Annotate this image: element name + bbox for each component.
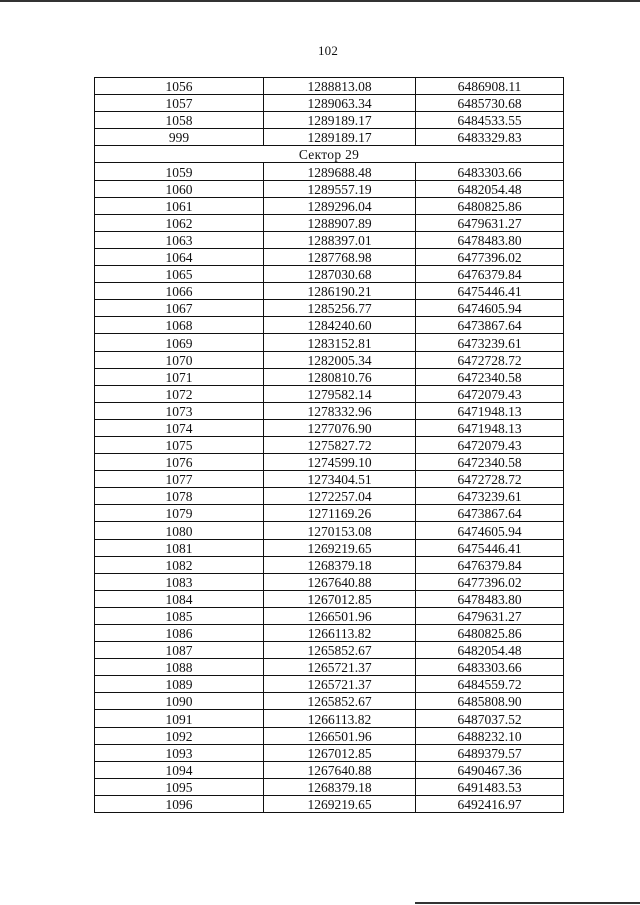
- table-row: [95, 180, 564, 197]
- y-coordinate-cell: 6477396.02: [416, 248, 564, 265]
- y-coordinate-cell: 6479631.27: [416, 214, 564, 231]
- point-number-cell: 999: [95, 129, 264, 146]
- x-coordinate-cell: 1287030.68: [264, 266, 416, 283]
- table-row: [95, 778, 564, 795]
- table-row: [95, 676, 564, 693]
- rows-before-sector: [95, 78, 564, 146]
- y-coordinate-cell: 6476379.84: [416, 556, 564, 573]
- point-number-cell: 1096: [95, 795, 264, 812]
- x-coordinate-cell: 1267012.85: [264, 744, 416, 761]
- point-number-cell: 1078: [95, 488, 264, 505]
- x-coordinate-cell: 1282005.34: [264, 351, 416, 368]
- y-coordinate-cell: 6484533.55: [416, 112, 564, 129]
- table-row: [95, 436, 564, 453]
- x-coordinate-cell: 1288397.01: [264, 231, 416, 248]
- table-row: [95, 471, 564, 488]
- x-coordinate-cell: 1274599.10: [264, 454, 416, 471]
- table-row: [95, 163, 564, 180]
- y-coordinate-cell: 6471948.13: [416, 419, 564, 436]
- point-number-cell: 1094: [95, 761, 264, 778]
- point-number-cell: 1091: [95, 710, 264, 727]
- y-coordinate-cell: 6477396.02: [416, 573, 564, 590]
- point-number-cell: 1092: [95, 727, 264, 744]
- table-row: [95, 642, 564, 659]
- table-row: [95, 419, 564, 436]
- x-coordinate-cell: 1271169.26: [264, 505, 416, 522]
- point-number-cell: 1072: [95, 385, 264, 402]
- y-coordinate-cell: 6483303.66: [416, 163, 564, 180]
- x-coordinate-cell: 1289189.17: [264, 112, 416, 129]
- y-coordinate-cell: 6473239.61: [416, 488, 564, 505]
- y-coordinate-cell: 6473239.61: [416, 334, 564, 351]
- point-number-cell: 1079: [95, 505, 264, 522]
- table-row: [95, 266, 564, 283]
- x-coordinate-cell: 1267640.88: [264, 761, 416, 778]
- x-coordinate-cell: 1265852.67: [264, 693, 416, 710]
- table-row: [95, 95, 564, 112]
- x-coordinate-cell: 1284240.60: [264, 317, 416, 334]
- point-number-cell: 1077: [95, 471, 264, 488]
- x-coordinate-cell: 1269219.65: [264, 795, 416, 812]
- point-number-cell: 1074: [95, 419, 264, 436]
- y-coordinate-cell: 6474605.94: [416, 300, 564, 317]
- point-number-cell: 1084: [95, 590, 264, 607]
- x-coordinate-cell: 1283152.81: [264, 334, 416, 351]
- x-coordinate-cell: 1289688.48: [264, 163, 416, 180]
- table-row: [95, 590, 564, 607]
- y-coordinate-cell: 6484559.72: [416, 676, 564, 693]
- table-row: [95, 761, 564, 778]
- x-coordinate-cell: 1289296.04: [264, 197, 416, 214]
- table-row: [95, 795, 564, 812]
- x-coordinate-cell: 1266113.82: [264, 625, 416, 642]
- x-coordinate-cell: 1279582.14: [264, 385, 416, 402]
- y-coordinate-cell: 6486908.11: [416, 78, 564, 95]
- point-number-cell: 1083: [95, 573, 264, 590]
- y-coordinate-cell: 6491483.53: [416, 778, 564, 795]
- y-coordinate-cell: 6483303.66: [416, 659, 564, 676]
- x-coordinate-cell: 1265721.37: [264, 659, 416, 676]
- point-number-cell: 1075: [95, 436, 264, 453]
- point-number-cell: 1086: [95, 625, 264, 642]
- x-coordinate-cell: 1272257.04: [264, 488, 416, 505]
- point-number-cell: 1081: [95, 539, 264, 556]
- table-row: [95, 78, 564, 95]
- point-number-cell: 1073: [95, 402, 264, 419]
- y-coordinate-cell: 6472728.72: [416, 351, 564, 368]
- table-row: [95, 710, 564, 727]
- y-coordinate-cell: 6474605.94: [416, 522, 564, 539]
- y-coordinate-cell: 6475446.41: [416, 283, 564, 300]
- y-coordinate-cell: 6472079.43: [416, 385, 564, 402]
- point-number-cell: 1089: [95, 676, 264, 693]
- point-number-cell: 1056: [95, 78, 264, 95]
- y-coordinate-cell: 6487037.52: [416, 710, 564, 727]
- table-row: [95, 300, 564, 317]
- table-row: [95, 488, 564, 505]
- y-coordinate-cell: 6472340.58: [416, 454, 564, 471]
- point-number-cell: 1088: [95, 659, 264, 676]
- table-row: [95, 505, 564, 522]
- table-row: [95, 744, 564, 761]
- x-coordinate-cell: 1286190.21: [264, 283, 416, 300]
- table-row: [95, 607, 564, 624]
- x-coordinate-cell: 1287768.98: [264, 248, 416, 265]
- table-row: [95, 317, 564, 334]
- point-number-cell: 1062: [95, 214, 264, 231]
- x-coordinate-cell: 1265852.67: [264, 642, 416, 659]
- x-coordinate-cell: 1278332.96: [264, 402, 416, 419]
- x-coordinate-cell: 1288907.89: [264, 214, 416, 231]
- point-number-cell: 1090: [95, 693, 264, 710]
- table-row: [95, 351, 564, 368]
- table-row: [95, 334, 564, 351]
- x-coordinate-cell: 1265721.37: [264, 676, 416, 693]
- point-number-cell: 1069: [95, 334, 264, 351]
- y-coordinate-cell: 6473867.64: [416, 505, 564, 522]
- y-coordinate-cell: 6475446.41: [416, 539, 564, 556]
- table-row: [95, 129, 564, 146]
- point-number-cell: 1087: [95, 642, 264, 659]
- point-number-cell: 1082: [95, 556, 264, 573]
- scan-edge-bottom: [415, 902, 640, 904]
- point-number-cell: 1076: [95, 454, 264, 471]
- table-row: [95, 522, 564, 539]
- sector-label: Сектор 29: [95, 146, 564, 163]
- point-number-cell: 1068: [95, 317, 264, 334]
- sector-header-row: [95, 146, 564, 163]
- point-number-cell: 1085: [95, 607, 264, 624]
- y-coordinate-cell: 6472340.58: [416, 368, 564, 385]
- table-row: [95, 539, 564, 556]
- y-coordinate-cell: 6480825.86: [416, 197, 564, 214]
- y-coordinate-cell: 6473867.64: [416, 317, 564, 334]
- x-coordinate-cell: 1270153.08: [264, 522, 416, 539]
- y-coordinate-cell: 6472079.43: [416, 436, 564, 453]
- point-number-cell: 1066: [95, 283, 264, 300]
- y-coordinate-cell: 6485808.90: [416, 693, 564, 710]
- y-coordinate-cell: 6482054.48: [416, 180, 564, 197]
- point-number-cell: 1067: [95, 300, 264, 317]
- table-row: [95, 112, 564, 129]
- y-coordinate-cell: 6482054.48: [416, 642, 564, 659]
- x-coordinate-cell: 1269219.65: [264, 539, 416, 556]
- y-coordinate-cell: 6480825.86: [416, 625, 564, 642]
- point-number-cell: 1061: [95, 197, 264, 214]
- table-row: [95, 248, 564, 265]
- point-number-cell: 1064: [95, 248, 264, 265]
- point-number-cell: 1095: [95, 778, 264, 795]
- x-coordinate-cell: 1266501.96: [264, 607, 416, 624]
- point-number-cell: 1063: [95, 231, 264, 248]
- y-coordinate-cell: 6476379.84: [416, 266, 564, 283]
- table-row: [95, 283, 564, 300]
- y-coordinate-cell: 6478483.80: [416, 590, 564, 607]
- scan-edge-top: [0, 0, 640, 2]
- table-row: [95, 693, 564, 710]
- y-coordinate-cell: 6471948.13: [416, 402, 564, 419]
- y-coordinate-cell: 6489379.57: [416, 744, 564, 761]
- x-coordinate-cell: 1285256.77: [264, 300, 416, 317]
- y-coordinate-cell: 6472728.72: [416, 471, 564, 488]
- point-number-cell: 1093: [95, 744, 264, 761]
- y-coordinate-cell: 6488232.10: [416, 727, 564, 744]
- x-coordinate-cell: 1273404.51: [264, 471, 416, 488]
- x-coordinate-cell: 1266113.82: [264, 710, 416, 727]
- y-coordinate-cell: 6479631.27: [416, 607, 564, 624]
- rows-after-sector: [95, 163, 564, 813]
- table-row: [95, 573, 564, 590]
- x-coordinate-cell: 1275827.72: [264, 436, 416, 453]
- x-coordinate-cell: 1289189.17: [264, 129, 416, 146]
- point-number-cell: 1058: [95, 112, 264, 129]
- x-coordinate-cell: 1277076.90: [264, 419, 416, 436]
- table-row: [95, 625, 564, 642]
- point-number-cell: 1060: [95, 180, 264, 197]
- table-row: [95, 727, 564, 744]
- point-number-cell: 1071: [95, 368, 264, 385]
- coordinates-table: [94, 77, 564, 813]
- y-coordinate-cell: 6478483.80: [416, 231, 564, 248]
- table-row: [95, 556, 564, 573]
- point-number-cell: 1057: [95, 95, 264, 112]
- page-number: 102: [317, 43, 339, 58]
- x-coordinate-cell: 1289557.19: [264, 180, 416, 197]
- x-coordinate-cell: 1280810.76: [264, 368, 416, 385]
- x-coordinate-cell: 1289063.34: [264, 95, 416, 112]
- table-row: [95, 368, 564, 385]
- x-coordinate-cell: 1267640.88: [264, 573, 416, 590]
- x-coordinate-cell: 1267012.85: [264, 590, 416, 607]
- point-number-cell: 1080: [95, 522, 264, 539]
- table-row: [95, 214, 564, 231]
- table-row: [95, 385, 564, 402]
- table-row: [95, 197, 564, 214]
- x-coordinate-cell: 1268379.18: [264, 556, 416, 573]
- y-coordinate-cell: 6492416.97: [416, 795, 564, 812]
- sector-header-group: [95, 146, 564, 163]
- table-row: [95, 454, 564, 471]
- point-number-cell: 1059: [95, 163, 264, 180]
- y-coordinate-cell: 6485730.68: [416, 95, 564, 112]
- table-row: [95, 402, 564, 419]
- x-coordinate-cell: 1288813.08: [264, 78, 416, 95]
- y-coordinate-cell: 6490467.36: [416, 761, 564, 778]
- x-coordinate-cell: 1266501.96: [264, 727, 416, 744]
- y-coordinate-cell: 6483329.83: [416, 129, 564, 146]
- x-coordinate-cell: 1268379.18: [264, 778, 416, 795]
- table-row: [95, 659, 564, 676]
- point-number-cell: 1070: [95, 351, 264, 368]
- table-row: [95, 231, 564, 248]
- point-number-cell: 1065: [95, 266, 264, 283]
